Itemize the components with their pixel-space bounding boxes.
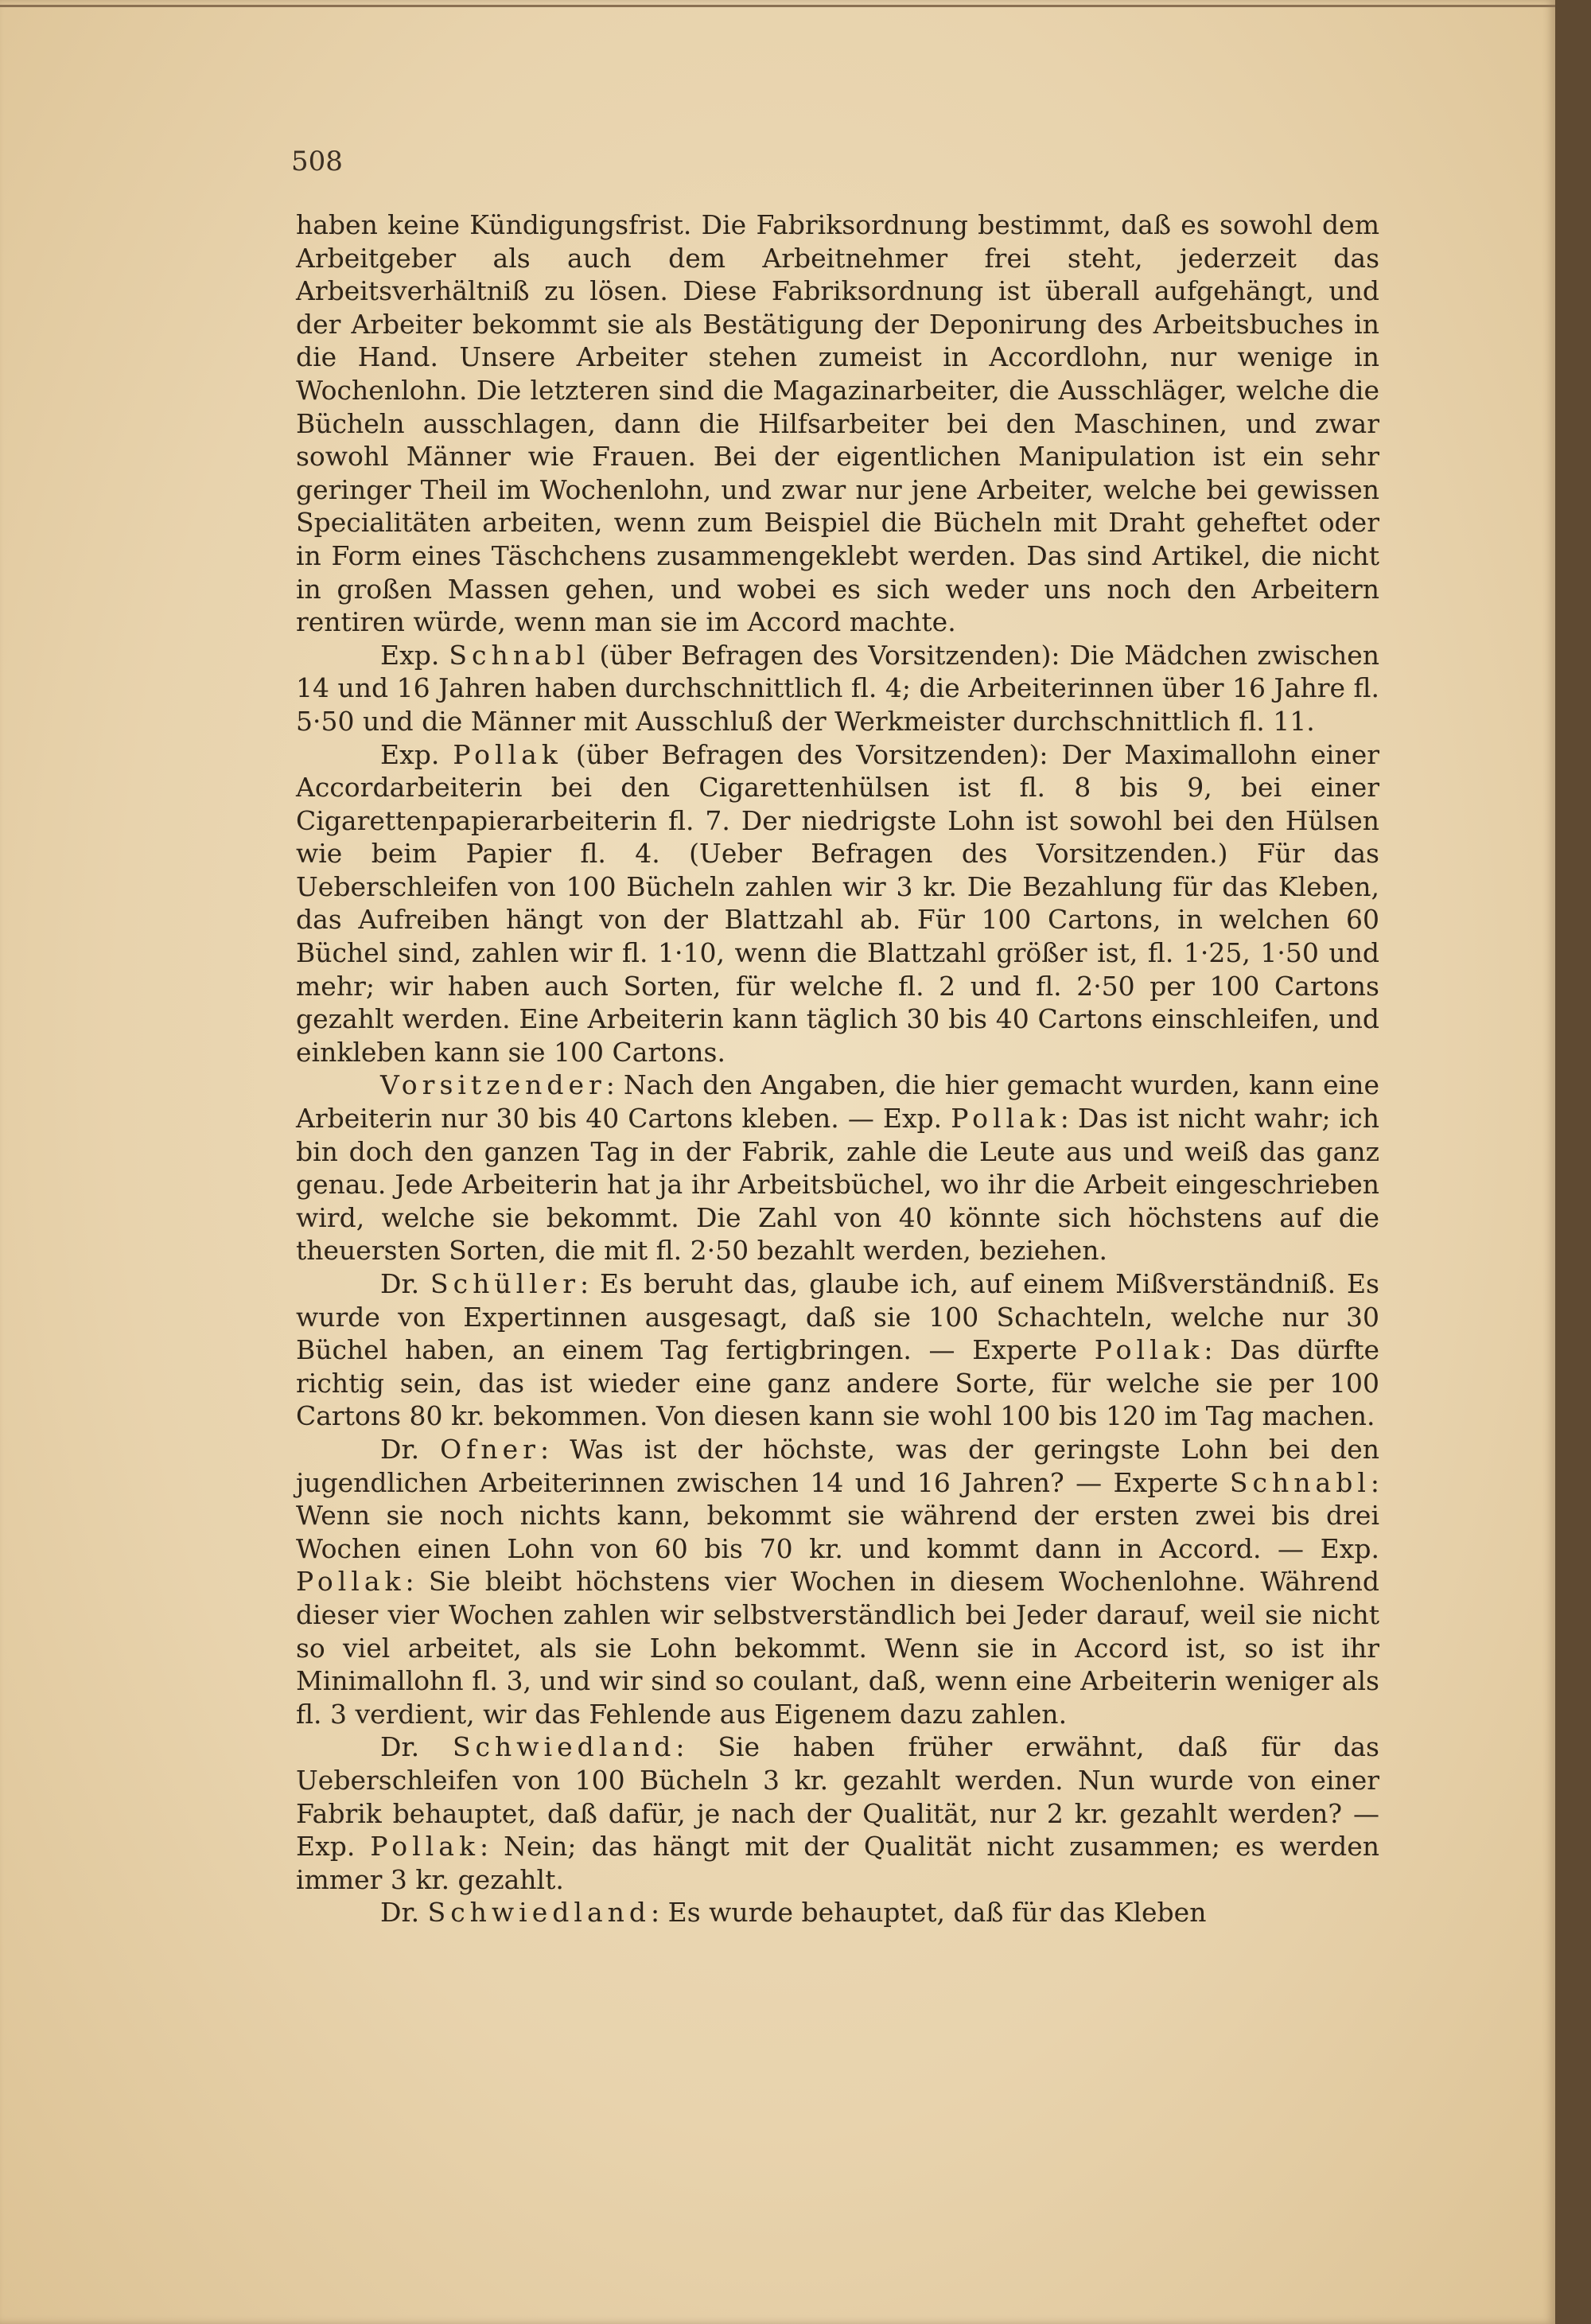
speaker-name: Schwiedland	[452, 1731, 676, 1763]
speaker-name: Schnabl	[1229, 1466, 1371, 1498]
statement-text: : Das ist nicht wahr; ich bin doch den ganzen Tag in der Fabrik, zahle die Leute aus und weiß das ganz genau. Jede Arbeiterin hat ja ihr Arbeitsbüchel, wo ihr die Arbeit eingeschrieben wird, welche sie bekommt. Die Zahl von 40 könnte sich höchstens auf die theuersten Sorten, die mit fl. 2·50 bezahlt werden, beziehen.	[296, 1103, 1379, 1267]
paragraph-1-text: haben keine Kündigungsfrist. Die Fabriksordnung bestimmt, daß es sowohl dem Arbeitgeber als auch dem Arbeitnehmer frei steht, jederzeit das Arbeitsverhältniß zu lösen. Diese Fabriksordnung ist überall aufgehängt, und der Arbeiter bekommt sie als Bestätigung der Deponirung des Arbeitsbuches in die Hand. Unsere Arbeiter stehen zumeist in Accordlohn, nur wenige in Wochenlohn. Die letzteren sind die Magazinarbeiter, die Ausschläger, welche die Bücheln ausschlagen, dann die Hilfsarbeiter bei den Maschinen, und zwar sowohl Männer wie Frauen. Bei der eigentlichen Manipulation ist ein sehr geringer Theil im Wochenlohn, und zwar nur jene Arbeiter, welche bei gewissen Specialitäten arbeiten, wenn zum Beispiel die Bücheln mit Draht geheftet oder in Form eines Täschchens zusammengeklebt werden. Das sind Artikel, die nicht in großen Massen gehen, und wobei es sich weder uns noch den Arbeitern rentiren würde, wenn man sie im Accord machte.	[296, 209, 1379, 638]
speaker-title: Dr.	[380, 1433, 441, 1465]
speaker-name: Pollak	[296, 1566, 406, 1598]
speaker-name: Schnabl	[449, 639, 590, 671]
paragraph-3	[296, 738, 1379, 1069]
speaker-name: Pollak	[453, 738, 562, 770]
paragraph-1	[296, 208, 1379, 639]
statement-text: (über Befragen des Vorsitzenden): Die Mädchen zwischen 14 und 16 Jahren haben durchschnittlich fl. 4; die Arbeiterinnen über 16 Jahre fl. 5·50 und die Männer mit Ausschluß der Werkmeister durchschnittlich fl. 11.	[296, 639, 1379, 737]
speaker-name: Pollak	[1094, 1334, 1204, 1366]
paragraph-7	[296, 1730, 1379, 1896]
statement-text: : Was ist der höchste, was der geringste Lohn bei den jugendlichen Arbeiterinnen zwischen 14 und 16 Jahren? — Experte	[296, 1433, 1379, 1498]
statement-text: (über Befragen des Vorsitzenden): Der Maximallohn einer Accordarbeiterin bei den Cigarettenhülsen ist fl. 8 bis 9, bei einer Cigarettenpapierarbeiterin fl. 7. Der niedrigste Lohn ist sowohl bei den Hülsen wie beim Papier fl. 4. (Ueber Befragen des Vorsitzenden.) Für das Ueberschleifen von 100 Bücheln zahlen wir 3 kr. Die Bezahlung für das Kleben, das Aufreiben hängt von der Blattzahl ab. Für 100 Cartons, in welchen 60 Büchel sind, zahlen wir fl. 1·10, wenn die Blattzahl größer ist, fl. 1·25, 1·50 und mehr; wir haben auch Sorten, für welche fl. 2 und fl. 2·50 per 100 Cartons gezahlt werden. Eine Arbeiterin kann täglich 30 bis 40 Cartons einschleifen, und einkleben kann sie 100 Cartons.	[296, 738, 1379, 1068]
paragraph-6	[296, 1433, 1379, 1730]
page-number: 508	[291, 146, 343, 177]
speaker-title: Dr.	[380, 1897, 428, 1929]
paragraph-2	[296, 639, 1379, 738]
statement-text: : Nein; das hängt mit der Qualität nicht zusammen; es werden immer 3 kr. gezahlt.	[296, 1831, 1379, 1895]
paragraph-4	[296, 1069, 1379, 1267]
speaker-name: Pollak	[951, 1103, 1060, 1135]
speaker-title: Dr.	[380, 1731, 453, 1763]
speaker-name: Vorsitzender	[380, 1069, 606, 1101]
paragraph-5	[296, 1267, 1379, 1433]
speaker-name: Schwiedland	[427, 1897, 651, 1929]
statement-text: : Nach den Angaben, die hier gemacht wurden, kann eine Arbeiterin nur 30 bis 40 Cartons kleben. — Exp.	[296, 1069, 1379, 1135]
speaker-title: Dr.	[380, 1268, 430, 1299]
speaker-name: Ofner	[440, 1433, 540, 1465]
statement-text: : Wenn sie noch nichts kann, bekommt sie während der ersten zwei bis drei Wochen einen Lohn von 60 bis 70 kr. und kommt dann in Accord. — Exp.	[296, 1466, 1379, 1564]
speaker-name: Pollak	[370, 1831, 480, 1863]
statement-text: : Es beruht das, glaube ich, auf einem Mißverständniß. Es wurde von Expertinnen ausgesagt, daß sie 100 Schachteln, welche nur 30 Büchel haben, an einem Tag fertigbringen. — Experte	[296, 1268, 1379, 1366]
statement-text: : Sie bleibt höchstens vier Wochen in diesem Wochenlohne. Während dieser vier Wochen zahlen wir selbstverständlich bei Jeder darauf, weil sie nicht so viel arbeitet, als sie Lohn bekommt. Wenn sie in Accord ist, so ist ihr Minimallohn fl. 3, und wir sind so coulant, daß, wenn eine Arbeiterin weniger als fl. 3 verdient, wir das Fehlende aus Eigenem dazu zahlen.	[296, 1566, 1379, 1730]
paragraph-8	[296, 1896, 1379, 1929]
speaker-title: Exp.	[380, 738, 453, 770]
statement-text: : Das dürfte richtig sein, das ist wieder eine ganz andere Sorte, für welche sie per 100 Cartons 80 kr. bekommen. Von diesen kann sie wohl 100 bis 120 im Tag machen.	[296, 1334, 1379, 1432]
statement-text: : Es wurde behauptet, daß für das Kleben	[651, 1897, 1207, 1929]
top-edge-line	[0, 5, 1555, 7]
statement-text: : Sie haben früher erwähnt, daß für das Ueberschleifen von 100 Bücheln 3 kr. gezahlt werden. Nun wurde von einer Fabrik behauptet, daß dafür, je nach der Qualität, nur 2 kr. gezahlt werden? — Exp.	[296, 1731, 1379, 1863]
speaker-name: Schüller	[430, 1268, 581, 1299]
speaker-title: Exp.	[380, 639, 449, 671]
body-text	[296, 208, 1379, 1929]
